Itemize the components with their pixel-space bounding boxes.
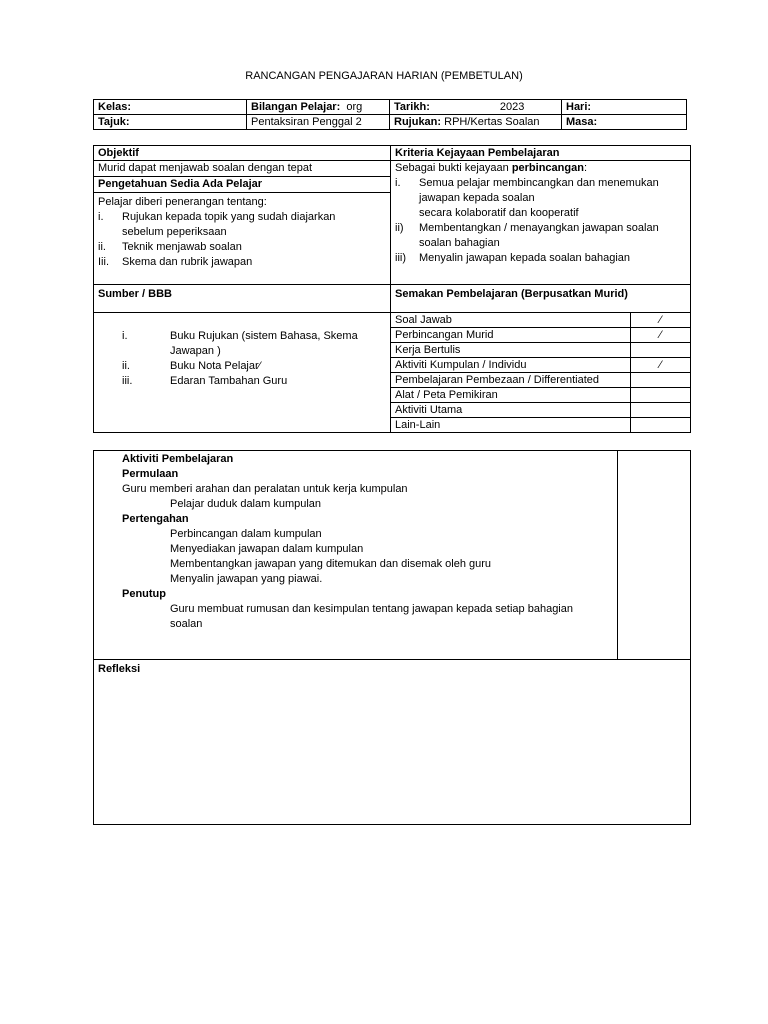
list-item: iii. Edaran Tambahan Guru bbox=[122, 375, 288, 387]
semakan-tick: ⁄ bbox=[631, 313, 691, 328]
list-item: secara kolaboratif dan kooperatif bbox=[419, 207, 579, 219]
semakan-tick: ⁄ bbox=[631, 328, 691, 343]
pertengahan-item: Membentangkan jawapan yang ditemukan dan disemak oleh guru bbox=[170, 558, 492, 570]
semakan-tick bbox=[631, 373, 691, 388]
semakan-tick: ⁄ bbox=[631, 358, 691, 373]
aktiviti-side-cell bbox=[618, 451, 691, 660]
semakan-tick bbox=[631, 418, 691, 433]
kriteria-heading: Kriteria Kejayaan Pembelajaran bbox=[391, 146, 691, 161]
pengetahuan-list bbox=[98, 210, 386, 270]
semakan-tick bbox=[631, 403, 691, 418]
list-item: sebelum peperiksaan bbox=[122, 226, 227, 238]
pertengahan-item: Menyalin jawapan yang piawai. bbox=[170, 573, 323, 585]
penutup-line-2: soalan bbox=[170, 618, 203, 630]
pertengahan-heading: Pertengahan bbox=[122, 513, 189, 525]
penutup-heading: Penutup bbox=[122, 588, 166, 600]
semakan-label: Soal Jawab bbox=[391, 313, 631, 328]
semakan-label: Kerja Bertulis bbox=[391, 343, 631, 358]
list-item: Jawapan ) bbox=[170, 345, 221, 357]
tajuk-value-cell bbox=[247, 115, 390, 130]
semakan-label: Perbincangan Murid bbox=[391, 328, 631, 343]
rujukan-label: Rujukan: bbox=[394, 116, 442, 128]
semakan-heading: Semakan Pembelajaran (Berpusatkan Murid) bbox=[391, 285, 691, 313]
bilangan-value: org bbox=[346, 101, 363, 113]
list-item: ii. Teknik menjawab soalan bbox=[98, 241, 242, 253]
main-table bbox=[93, 145, 691, 433]
refleksi-cell bbox=[94, 660, 691, 825]
pertengahan-item: Menyediakan jawapan dalam kumpulan bbox=[170, 543, 364, 555]
list-item: ii) Membentangkan / menayangkan jawapan soalan bbox=[395, 222, 659, 234]
semakan-label: Lain-Lain bbox=[391, 418, 631, 433]
tarikh-cell bbox=[390, 100, 562, 115]
rujukan-value: RPH/Kertas Soalan bbox=[444, 116, 540, 128]
list-item: i. Buku Rujukan (sistem Bahasa, Skema bbox=[122, 330, 358, 342]
refleksi-heading: Refleksi bbox=[98, 663, 141, 675]
pengetahuan-heading: Pengetahuan Sedia Ada Pelajar bbox=[94, 177, 390, 193]
aktiviti-cell bbox=[94, 451, 618, 660]
list-item: Iii. Skema dan rubrik jawapan bbox=[98, 256, 253, 268]
semakan-tick bbox=[631, 388, 691, 403]
tarikh-label: Tarikh: bbox=[394, 101, 430, 113]
objektif-heading: Objektif bbox=[94, 146, 391, 161]
kelas-cell bbox=[94, 100, 247, 115]
masa-label: Masa: bbox=[566, 116, 598, 128]
kriteria-intro: Sebagai bukti kejayaan perbincangan: bbox=[395, 162, 587, 174]
aktiviti-table bbox=[93, 450, 691, 825]
kelas-label: Kelas: bbox=[98, 101, 132, 113]
tajuk-cell bbox=[94, 115, 247, 130]
semakan-label: Alat / Peta Pemikiran bbox=[391, 388, 631, 403]
permulaan-line-1: Guru memberi arahan dan peralatan untuk kerja kumpulan bbox=[122, 483, 408, 495]
kriteria-list bbox=[395, 176, 686, 266]
hari-label: Hari: bbox=[566, 101, 592, 113]
sumber-column bbox=[94, 313, 391, 433]
masa-cell bbox=[562, 115, 687, 130]
kriteria-column bbox=[391, 161, 691, 285]
rujukan-cell bbox=[390, 115, 562, 130]
header-table bbox=[93, 99, 687, 130]
permulaan-line-2: Pelajar duduk dalam kumpulan bbox=[170, 498, 322, 510]
list-item: iii) Menyalin jawapan kepada soalan bahagian bbox=[395, 252, 630, 264]
pertengahan-item: Perbincangan dalam kumpulan bbox=[170, 528, 322, 540]
tajuk-label: Tajuk: bbox=[98, 116, 130, 128]
semakan-tick bbox=[631, 343, 691, 358]
list-item: i. Rujukan kepada topik yang sudah diajarkan bbox=[98, 211, 336, 223]
list-item: ii. Buku Nota Pelajar⁄ bbox=[122, 360, 261, 372]
penutup-line-1: Guru membuat rumusan dan kesimpulan tentang jawapan kepada setiap bahagian bbox=[170, 603, 573, 615]
tajuk-value: Pentaksiran Penggal 2 bbox=[251, 116, 362, 128]
permulaan-heading: Permulaan bbox=[122, 468, 179, 480]
list-item: jawapan kepada soalan bbox=[419, 192, 535, 204]
tarikh-value: 2023 bbox=[499, 101, 525, 113]
sumber-heading: Sumber / BBB bbox=[94, 285, 391, 313]
pengetahuan-intro: Pelajar diberi penerangan tentang: bbox=[98, 196, 267, 208]
objektif-column bbox=[94, 161, 391, 285]
bilangan-label: Bilangan Pelajar: bbox=[251, 101, 341, 113]
list-item: soalan bahagian bbox=[419, 237, 500, 249]
semakan-label: Aktiviti Kumpulan / Individu bbox=[391, 358, 631, 373]
semakan-label: Pembelajaran Pembezaan / Differentiated bbox=[391, 373, 631, 388]
aktiviti-heading: Aktiviti Pembelajaran bbox=[122, 453, 234, 465]
list-item: i. Semua pelajar membincangkan dan menemukan bbox=[395, 177, 659, 189]
page-title: RANCANGAN PENGAJARAN HARIAN (PEMBETULAN) bbox=[245, 70, 523, 82]
sumber-list bbox=[122, 329, 386, 389]
bilangan-cell bbox=[247, 100, 390, 115]
hari-cell bbox=[562, 100, 687, 115]
semakan-label: Aktiviti Utama bbox=[391, 403, 631, 418]
objektif-text: Murid dapat menjawab soalan dengan tepat bbox=[94, 161, 390, 177]
